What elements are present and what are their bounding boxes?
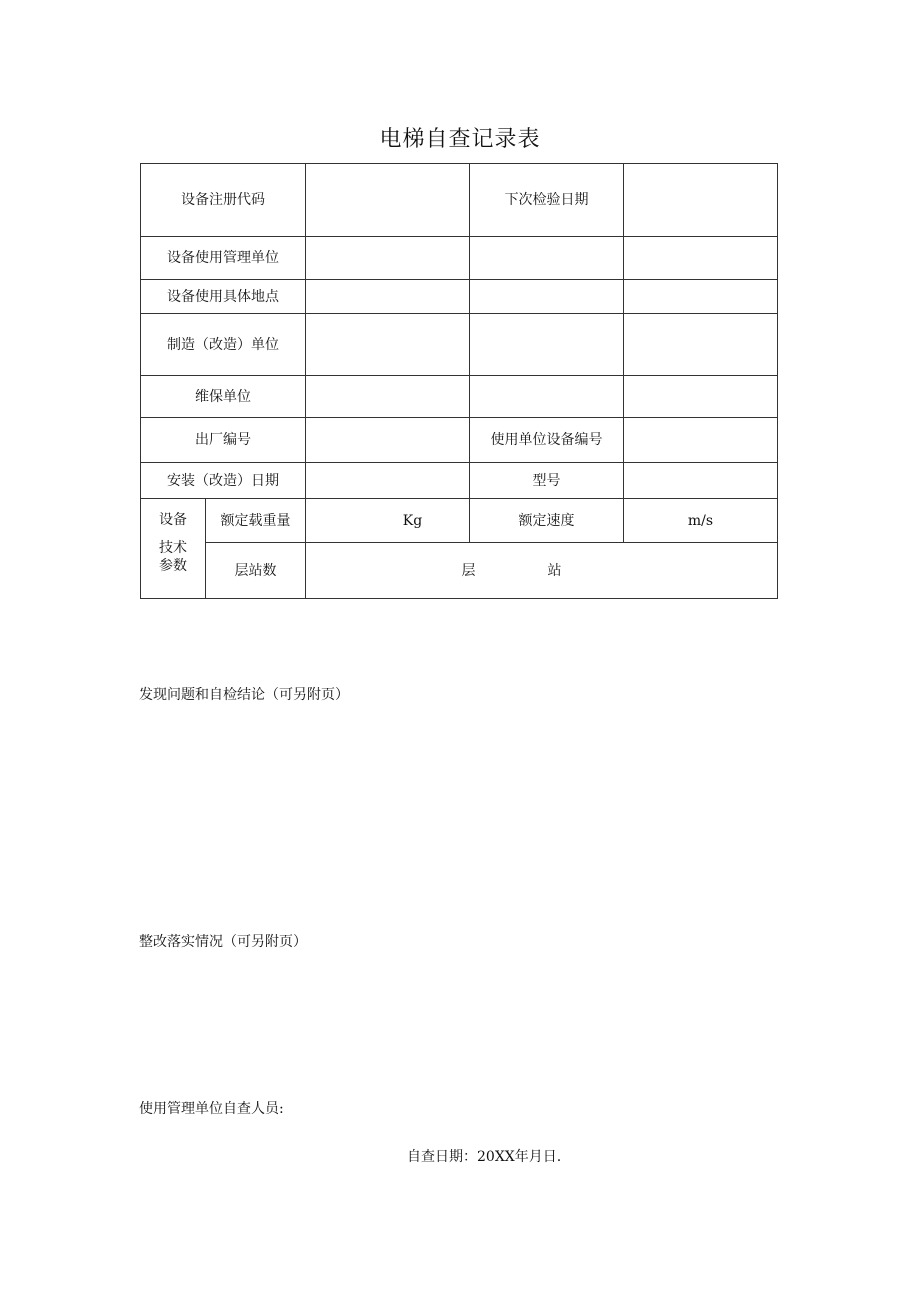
- table-row: [141, 543, 778, 599]
- blank-cell[interactable]: [470, 376, 624, 418]
- table-row: [141, 314, 778, 376]
- floors-unit: 层: [461, 562, 476, 579]
- table-row: [141, 376, 778, 418]
- inspection-date-line: 自查日期：20XX年月日.: [407, 1149, 562, 1165]
- table-row: [141, 463, 778, 499]
- stations-unit: 站: [547, 562, 562, 579]
- model-label: 型号: [470, 463, 624, 499]
- location-label: 设备使用具体地点: [141, 280, 306, 314]
- findings-section-label: 发现问题和自检结论（可另附页）: [139, 687, 349, 703]
- table-row: [141, 418, 778, 463]
- rated-load-unit: Kg: [402, 512, 423, 529]
- rated-load-label: 额定载重量: [206, 499, 306, 543]
- rated-speed-label: 额定速度: [470, 499, 624, 543]
- document-title: 电梯自查记录表: [379, 127, 541, 152]
- blank-cell[interactable]: [624, 376, 778, 418]
- user-equipment-number-label: 使用单位设备编号: [470, 418, 624, 463]
- model-field[interactable]: [624, 463, 778, 499]
- installation-date-field[interactable]: [306, 463, 470, 499]
- inspector-label: 使用管理单位自查人员:: [139, 1101, 284, 1117]
- table-row: [141, 237, 778, 280]
- blank-cell[interactable]: [470, 237, 624, 280]
- maintenance-unit-label: 维保单位: [141, 376, 306, 418]
- registration-code-label: 设备注册代码: [141, 164, 306, 237]
- user-management-unit-label: 设备使用管理单位: [141, 237, 306, 280]
- registration-code-field[interactable]: [306, 164, 470, 237]
- next-inspection-date-field[interactable]: [624, 164, 778, 237]
- floors-stations-field[interactable]: [306, 543, 778, 599]
- blank-cell[interactable]: [470, 280, 624, 314]
- tech-params-line-3: 参数: [159, 558, 187, 574]
- table-row: [141, 499, 778, 543]
- table-row: [141, 280, 778, 314]
- elevator-info-table: [140, 163, 778, 599]
- rectification-area[interactable]: [139, 960, 776, 1090]
- manufacturer-field[interactable]: [306, 314, 470, 376]
- blank-cell[interactable]: [624, 280, 778, 314]
- floors-stations-label: 层站数: [206, 543, 306, 599]
- tech-params-label: [141, 499, 206, 599]
- rated-speed-unit: m/s: [687, 512, 714, 529]
- table-row: [141, 164, 778, 237]
- rated-load-field[interactable]: [306, 499, 470, 543]
- factory-number-field[interactable]: [306, 418, 470, 463]
- tech-params-line-2: 技术: [159, 540, 187, 556]
- manufacturer-label: 制造（改造）单位: [141, 314, 306, 376]
- factory-number-label: 出厂编号: [141, 418, 306, 463]
- next-inspection-date-label: 下次检验日期: [470, 164, 624, 237]
- location-field[interactable]: [306, 280, 470, 314]
- rectification-section-label: 整改落实情况（可另附页）: [139, 934, 307, 950]
- user-equipment-number-field[interactable]: [624, 418, 778, 463]
- rated-speed-field[interactable]: [624, 499, 778, 543]
- maintenance-unit-field[interactable]: [306, 376, 470, 418]
- blank-cell[interactable]: [470, 314, 624, 376]
- blank-cell[interactable]: [624, 237, 778, 280]
- user-management-unit-field[interactable]: [306, 237, 470, 280]
- blank-cell[interactable]: [624, 314, 778, 376]
- installation-date-label: 安装（改造）日期: [141, 463, 306, 499]
- tech-params-line-1: 设备: [159, 512, 187, 528]
- findings-area[interactable]: [139, 712, 776, 912]
